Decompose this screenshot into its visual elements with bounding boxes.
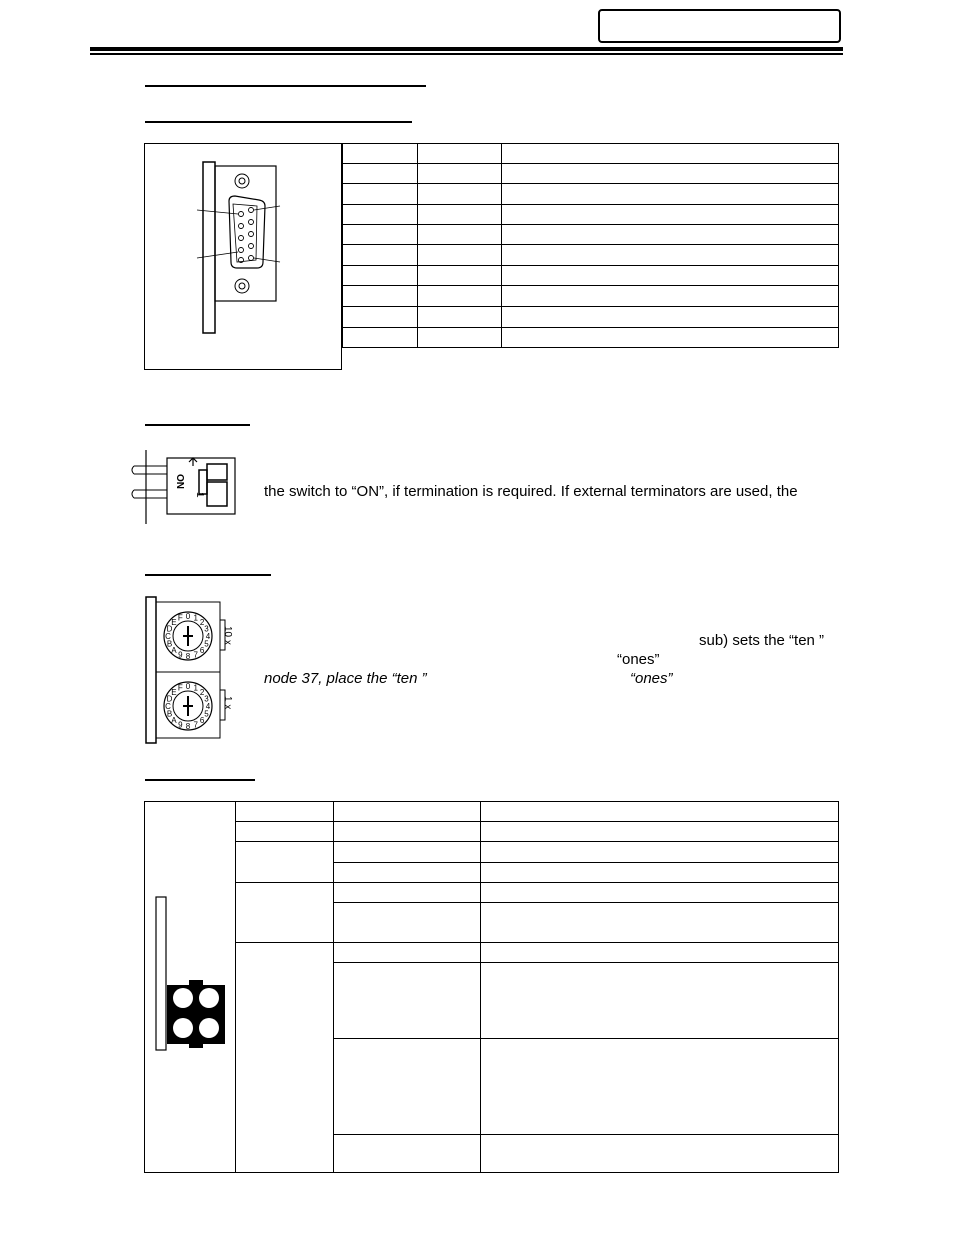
- table-row: [343, 205, 839, 225]
- rotary-digit: 6: [199, 716, 205, 726]
- section-heading-underline-4: [145, 574, 271, 576]
- rotary-digit: C: [165, 702, 171, 711]
- rotary-switch-figure: [145, 596, 241, 746]
- table-row: [236, 802, 839, 822]
- rotary-digit: E: [171, 687, 177, 697]
- led-status-table: [235, 801, 839, 1173]
- rotary-digit: B: [166, 639, 173, 649]
- rotary-digit: D: [166, 694, 173, 704]
- table-row: [343, 144, 839, 164]
- termination-dip-switch-figure: [127, 448, 239, 526]
- rotary-digit: E: [171, 617, 177, 627]
- table-row: [236, 943, 839, 963]
- dip-number-label: 1: [194, 492, 205, 498]
- table-row: [343, 225, 839, 245]
- rotary-digit: 4: [205, 702, 211, 711]
- table-row: [236, 842, 839, 863]
- rotary-digit: B: [166, 709, 173, 719]
- rotary-digit: 8: [185, 652, 191, 661]
- rotary-digit: 2: [199, 687, 205, 697]
- rotary-digit: 4: [205, 632, 211, 641]
- rotary-digit: 5: [204, 639, 209, 649]
- led-figure-frame: [144, 801, 236, 1173]
- rotary-digit: F: [177, 613, 183, 623]
- rotary-digit: D: [166, 624, 173, 634]
- table-row: [343, 328, 839, 348]
- rotary-digit: 9: [178, 720, 183, 730]
- rotary-digit: 3: [204, 624, 209, 634]
- termination-text: the switch to “ON”, if termination is required. If external terminators are used, the: [264, 483, 798, 500]
- table-row: [343, 164, 839, 184]
- rotary-digit: 7: [193, 720, 198, 730]
- table-row: [236, 883, 839, 903]
- rotary-digit: A: [171, 646, 177, 656]
- table-row: [343, 266, 839, 286]
- rotary-digit: 9: [178, 650, 183, 660]
- rotary-digit: A: [171, 716, 177, 726]
- node-address-text-3: node 37, place the “ten ”: [264, 670, 427, 687]
- section-heading-underline-1: [145, 85, 426, 87]
- table-row: [343, 245, 839, 266]
- rotary-digit: 2: [199, 617, 205, 627]
- header-title-box: [598, 9, 841, 43]
- section-heading-underline-5: [145, 779, 255, 781]
- rotary-digit: 8: [185, 722, 191, 731]
- dip-on-label: ON: [174, 474, 185, 489]
- rotary-ones-label: 1 x: [222, 696, 233, 710]
- db9-connector-figure: [145, 144, 343, 371]
- table-row: [343, 307, 839, 328]
- rotary-digit: 7: [193, 650, 198, 660]
- led-indicator-figure: [145, 802, 237, 1174]
- node-address-text-2: “ones”: [617, 651, 660, 668]
- connector-figure-frame: [144, 143, 342, 370]
- rotary-digit: 6: [199, 646, 205, 656]
- section-heading-underline-3: [145, 424, 250, 426]
- table-row: [343, 286, 839, 307]
- rotary-tens-label: 10 x: [222, 626, 233, 645]
- node-address-text-1: sub) sets the “ten ”: [699, 632, 825, 649]
- rotary-digit: 0: [185, 682, 191, 691]
- rotary-digit: 5: [204, 709, 209, 719]
- header-rule-thick: [90, 47, 843, 51]
- rotary-digit: F: [177, 683, 183, 693]
- rotary-digit: C: [165, 632, 171, 641]
- led-block: [167, 980, 225, 1048]
- header-rule-thin: [90, 53, 843, 55]
- node-address-text-4: “ones”: [630, 670, 673, 687]
- rotary-digit: 1: [193, 613, 198, 623]
- table-row: [236, 822, 839, 842]
- rotary-digit: 0: [185, 612, 191, 621]
- rotary-digit: 3: [204, 694, 209, 704]
- table-row: [343, 184, 839, 205]
- connector-pinout-table: [342, 143, 839, 348]
- rotary-digit: 1: [193, 683, 198, 693]
- section-heading-underline-2: [145, 121, 412, 123]
